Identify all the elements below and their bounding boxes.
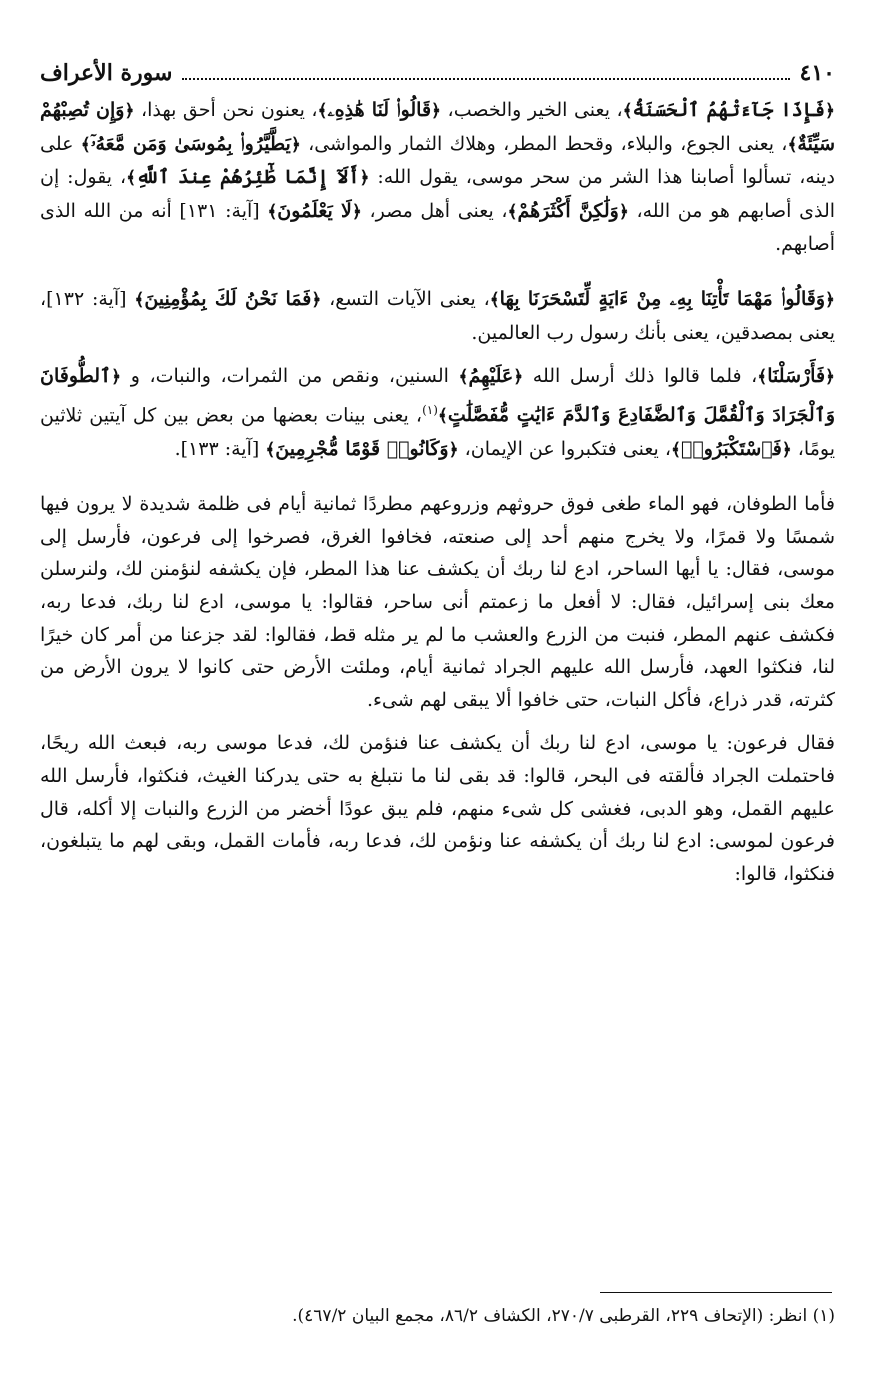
paragraph-2 xyxy=(40,283,835,349)
quran-quote xyxy=(126,166,369,188)
quran-quote xyxy=(318,99,441,121)
quran-quote-text: فَإِذَا جَآءَتْهُمُ ٱلْحَسَنَةُ xyxy=(632,99,826,121)
ornate-bracket-close: ﴾ xyxy=(507,201,518,222)
quran-quote xyxy=(757,365,835,387)
footnote-marker: (١) xyxy=(422,402,438,417)
ornate-bracket-open: ﴿ xyxy=(124,101,135,121)
ornate-bracket-open: ﴿ xyxy=(359,168,370,189)
quran-quote xyxy=(134,288,321,310)
commentary-text: ، يعنى بينات بعضها من بعض بين كل آيتين ثلاثين يومًا، xyxy=(40,404,835,460)
paragraph-5: فقال فرعون: يا موسى، ادع لنا ربك أن يكشف عنا فنؤمن لك، فدعا موسى ربه، فبعث الله ريحًا، فاحتملت الجراد فألقته فى البحر، قالوا: قد بقى لنا ما نتبلغ به حتى يدركنا الغيث، فنكثوا، فأرسل الله عليهم القمل، وهو الدبى، فغشى كل شىء منهم، فلم يبق عودًا أخضر من الزرع والنبات إلا أكله، قال فرعون لموسى: ادع لنا ربك أن يكشفه عنا ونؤمن لك، فدعا ربه، فأمات القمل، وبقى لهم ما يتبلغون، فنكثوا، قالوا: xyxy=(40,732,835,885)
ornate-bracket-open: ﴿ xyxy=(513,367,524,388)
quran-quote-text: قَالُوا۟ لَنَا هَٰذِهِۦ xyxy=(327,99,432,121)
surah-title: سورة الأعراف xyxy=(40,60,173,86)
ornate-bracket-close: ﴾ xyxy=(80,134,91,155)
header-leader-dots xyxy=(182,78,789,80)
ornate-bracket-close: ﴾ xyxy=(670,439,681,460)
quran-quote-text: لَا يَعْلَمُونَ xyxy=(277,199,352,222)
ornate-bracket-close: ﴾ xyxy=(489,289,500,310)
ornate-bracket-open: ﴿ xyxy=(618,201,629,222)
footnote: (١) انظر: (الإتحاف ٢٢٩، القرطبى ٢٧٠/٧، الكشاف ٨٦/٢، مجمع البيان ٤٦٧/٢). xyxy=(292,1306,835,1326)
paragraph-4: فأما الطوفان، فهو الماء طغى فوق حروثهم وزروعهم مطردًا ثمانية أيام فى ظلمة شديدة لا يرون فيها شمسًا ولا قمرًا، ولا يخرج منهم أحد إلى صنعته، فخافوا الغرق، فصرخوا إلى فرعون، فأرسل إلى موسى، فقال: يا أيها الساحر، ادع لنا ربك أن يكشف عنا هذا المطر، فإن يكشفه لنؤمنن لك، ولنرسلن معك بنى إسرائيل، فقال: لا أفعل ما زعمتم أنى ساحر، فقالوا: يا موسى، ادع لنا ربك، فدعا ربه، فكشف عنهم المطر، فنبت من الزرع والعشب ما لم ير مثله قط، فقالوا: لقد جزعنا من أمر كان خيرًا لنا، فنكثوا العهد، فأرسل الله عليهم الجراد ثمانية أيام، وملئت الأرض حتى كانوا لا يرون الأرض من كثرته، قدر ذراع، فأكل النبات، حتى خافوا ألا يبقى لهم شىء. xyxy=(40,493,835,711)
ornate-bracket-open: ﴿ xyxy=(111,367,122,388)
quran-quote xyxy=(671,438,792,460)
commentary-text: ، يعنى الآيات التسع، xyxy=(321,287,490,310)
ornate-bracket-open: ﴿ xyxy=(781,439,792,460)
commentary-text: ، يعنى أهل مصر، xyxy=(361,199,508,222)
quran-quote-text: أَلَآ إِنَّمَا طَٰٓئِرُهُمْ عِندَ ٱللَّهِ xyxy=(136,166,360,189)
ornate-bracket-close: ﴾ xyxy=(622,101,633,121)
paragraph-1 xyxy=(40,94,835,261)
paragraph-3 xyxy=(40,360,835,466)
commentary-text: ، يعنى الجوع، والبلاء، وقحط المطر، وهلاك الثمار والمواشى، xyxy=(300,132,788,155)
quran-quote-text: فَٱسْتَكْبَرُوا۟ xyxy=(680,437,782,460)
running-header xyxy=(40,58,835,88)
commentary-text: ، يعنون نحن أحق بهذا، xyxy=(134,99,318,121)
ornate-bracket-open: ﴿ xyxy=(311,289,322,310)
ornate-bracket-close: ﴾ xyxy=(267,201,278,222)
page-body xyxy=(40,94,835,890)
quran-quote-text: وَقَالُوا۟ مَهْمَا تَأْتِنَا بِهِۦ مِنْ ءَايَةٍ لِّتَسْحَرَنَا بِهَا xyxy=(499,287,826,310)
quran-quote xyxy=(265,438,458,460)
ornate-bracket-close: ﴾ xyxy=(787,134,798,155)
ornate-bracket-open: ﴿ xyxy=(825,289,836,310)
ornate-bracket-open: ﴿ xyxy=(825,101,835,121)
quran-quote xyxy=(623,99,835,121)
commentary-text: [آية: ١٣١] أنه من الله الذى أصابهم. xyxy=(40,199,835,256)
commentary-text: ، فلما قالوا ذلك أرسل الله xyxy=(523,365,758,388)
quran-quote-text: وَلَٰكِنَّ أَكْثَرَهُمْ xyxy=(517,199,619,222)
quran-quote xyxy=(508,200,629,222)
ornate-bracket-open: ﴿ xyxy=(290,134,301,155)
ornate-bracket-close: ﴾ xyxy=(265,439,276,460)
quran-quote xyxy=(459,365,524,387)
ornate-bracket-close: ﴾ xyxy=(437,406,448,427)
commentary-text: ، يقول: إن الذى أصابهم هو من الله، xyxy=(40,166,836,222)
ornate-bracket-open: ﴿ xyxy=(431,101,442,121)
ornate-bracket-close: ﴾ xyxy=(317,101,328,121)
ornate-bracket-open: ﴿ xyxy=(448,439,459,460)
commentary-text: ، يعنى الخير والخصب، xyxy=(441,99,623,121)
ornate-bracket-open: ﴿ xyxy=(825,367,836,388)
quran-quote-text: يَطَّيَّرُوا۟ بِمُوسَىٰ وَمَن مَّعَهُۥٓ xyxy=(90,132,291,155)
commentary-text: [آية: ١٣٣]. xyxy=(174,437,266,460)
ornate-bracket-close: ﴾ xyxy=(757,367,768,388)
commentary-text: ، يعنى فتكبروا عن الإيمان، xyxy=(458,437,671,460)
quran-quote-text: عَلَيْهِمُ xyxy=(468,365,514,388)
quran-quote-text: وَإِن تُصِبْهُمْ سَيِّئَةٌ xyxy=(40,99,835,155)
quran-quote-text: فَمَا نَحْنُ لَكَ بِمُؤْمِنِينَ xyxy=(144,287,312,310)
quran-quote xyxy=(267,200,362,222)
ornate-bracket-open: ﴿ xyxy=(351,201,362,222)
quran-quote xyxy=(490,288,835,310)
quran-quote xyxy=(81,133,301,155)
quran-quote-text: فَأَرْسَلْنَا xyxy=(767,365,826,388)
quran-quote-text: وَكَانُوا۟ قَوْمًا مُّجْرِمِينَ xyxy=(275,437,449,460)
page-number: ٤١٠ xyxy=(799,60,835,86)
ornate-bracket-close: ﴾ xyxy=(134,289,145,310)
commentary-text: على دينه، تسألوا أصابنا هذا الشر من سحر موسى، يقول الله: xyxy=(40,132,835,189)
quran-quote-text: ٱلطُّوفَانَ وَٱلْجَرَادَ وَٱلْقُمَّلَ وَٱلضَّفَادِعَ وَٱلدَّمَ ءَايَٰتٍ مُّفَصَّلَٰتٍ xyxy=(40,365,835,427)
ornate-bracket-close: ﴾ xyxy=(458,367,469,388)
ornate-bracket-close: ﴾ xyxy=(126,168,137,189)
commentary-text: السنين، ونقص من الثمرات، والنبات، و xyxy=(121,365,459,388)
commentary-text: [آية: ١٣٢]، يعنى بمصدقين، يعنى بأنك رسول رب العالمين. xyxy=(40,287,835,344)
footnote-separator xyxy=(600,1292,832,1293)
